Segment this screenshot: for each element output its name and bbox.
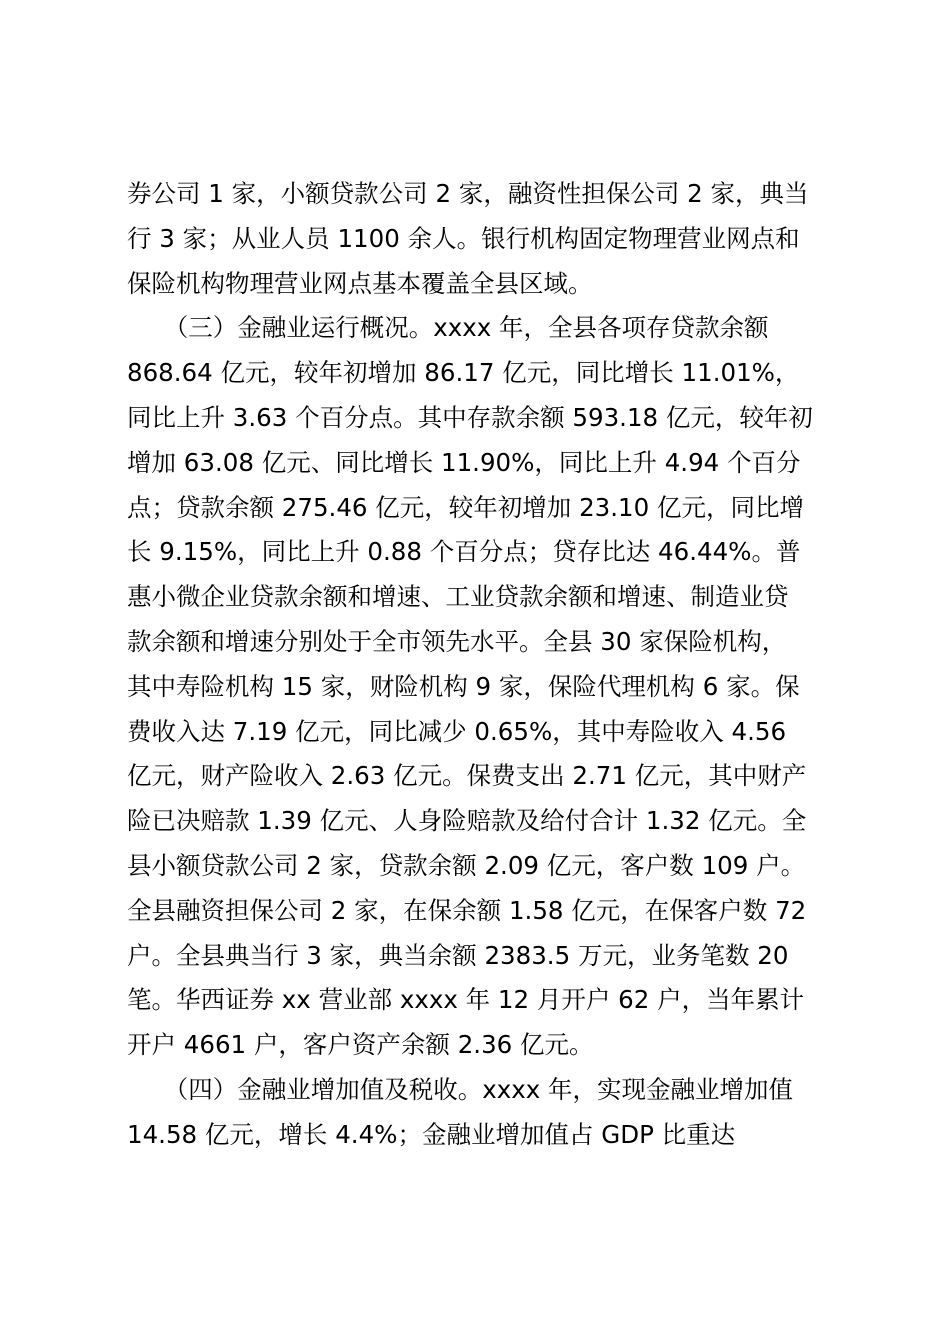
text-line: 险已决赔款 1.39 亿元、人身险赔款及给付合计 1.32 亿元。全 xyxy=(127,806,807,836)
text-line: 全县融资担保公司 2 家，在保余额 1.58 亿元，在保客户数 72 xyxy=(127,895,807,925)
text-line: 增加 63.08 亿元、同比增长 11.90%，同比上升 4.94 个百分 xyxy=(127,447,801,477)
section-heading-line: （三）金融业运行概况。xxxx 年，全县各项存贷款余额 xyxy=(127,313,769,343)
text-line: 惠小微企业贷款余额和增速、工业贷款余额和增速、制造业贷 xyxy=(127,582,789,612)
text-line: 行 3 家；从业人员 1100 余人。银行机构固定物理营业网点和 xyxy=(127,223,800,253)
section-heading-line: （四）金融业增加值及税收。xxxx 年，实现金融业增加值 xyxy=(127,1074,794,1104)
text-line: 户。全县典当行 3 家，典当余额 2383.5 万元，业务笔数 20 xyxy=(127,940,789,970)
text-line: 券公司 1 家，小额贷款公司 2 家，融资性担保公司 2 家，典当 xyxy=(127,179,809,208)
text-line: 点；贷款余额 275.46 亿元，较年初增加 23.10 亿元，同比增 xyxy=(127,492,805,522)
text-line: 费收入达 7.19 亿元，同比减少 0.65%，其中寿险收入 4.56 xyxy=(127,716,787,746)
text-line: 保险机构物理营业网点基本覆盖全县区域。 xyxy=(127,268,593,298)
text-line: 亿元，财产险收入 2.63 亿元。保费支出 2.71 亿元，其中财产 xyxy=(127,761,807,791)
text-line: 款余额和增速分别处于全市领先水平。全县 30 家保险机构， xyxy=(127,626,787,656)
text-line: 其中寿险机构 15 家，财险机构 9 家，保险代理机构 6 家。保 xyxy=(127,671,800,701)
text-line: 14.58 亿元，增长 4.4%；金融业增加值占 GDP 比重达 xyxy=(127,1119,736,1149)
text-line: 开户 4661 户，客户资产余额 2.36 亿元。 xyxy=(127,1030,594,1060)
text-line: 868.64 亿元，较年初增加 86.17 亿元，同比增长 11.01%， xyxy=(127,358,800,388)
text-line: 县小额贷款公司 2 家，贷款余额 2.09 亿元，客户数 109 户。 xyxy=(127,850,806,880)
body-text xyxy=(127,172,837,1158)
text-line: 笔。华西证券 xx 营业部 xxxx 年 12 月开户 62 户，当年累计 xyxy=(127,985,805,1015)
text-line: 长 9.15%，同比上升 0.88 个百分点；贷存比达 46.44%。普 xyxy=(127,537,801,567)
text-line: 同比上升 3.63 个百分点。其中存款余额 593.18 亿元，较年初 xyxy=(127,402,813,432)
